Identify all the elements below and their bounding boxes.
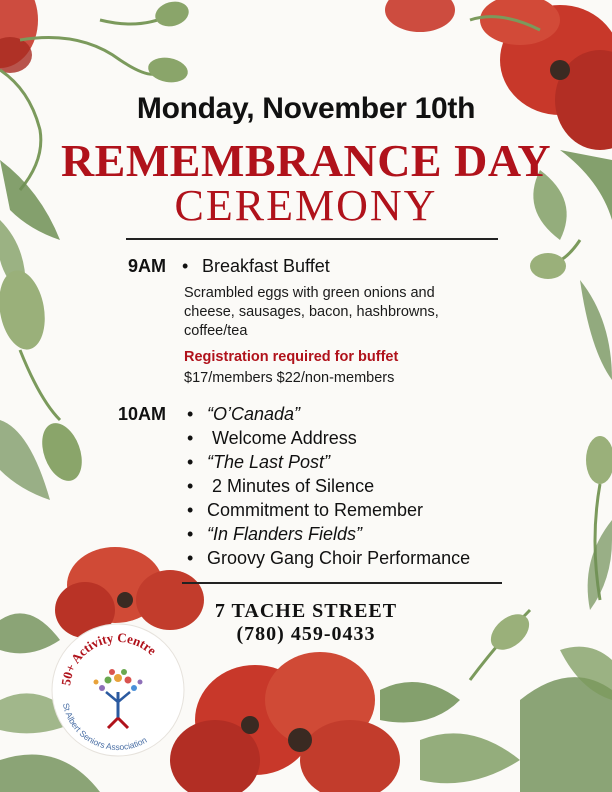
breakfast-description: Scrambled eggs with green onions and cheese, sausages, bacon, hashbrowns, coffee/tea	[184, 285, 439, 339]
bullet-icon: •	[182, 256, 189, 276]
ceremony-item-label: 2 Minutes of Silence	[207, 476, 375, 496]
event-date: Monday, November 10th	[136, 92, 476, 125]
bullet-icon: •	[187, 476, 194, 496]
breakfast-time: 9AM	[128, 256, 167, 276]
venue-phone: (780) 459-0433	[236, 623, 376, 645]
bullet-icon: •	[187, 524, 194, 544]
bottom-divider	[182, 582, 502, 584]
poppy-flower-icon	[170, 652, 400, 792]
breakfast-item-label: Breakfast Buffet	[202, 256, 330, 276]
poppy-flower-icon	[385, 0, 612, 150]
logo-prefix: 50+	[58, 661, 79, 687]
venue-address: 7 TACHE STREET	[214, 600, 398, 622]
ceremony-time: 10AM	[118, 404, 167, 424]
ceremony-item	[187, 524, 362, 545]
event-title: REMEMBRANCE DAY	[60, 135, 552, 186]
activity-centre-logo	[48, 620, 188, 760]
ceremony-item-label: Groovy Gang Choir Performance	[207, 548, 471, 568]
bullet-icon: •	[187, 404, 194, 424]
ceremony-item-label: Commitment to Remember	[207, 500, 424, 520]
bullet-icon: •	[187, 428, 194, 448]
breakfast-item	[182, 256, 330, 277]
event-subtitle: CEREMONY	[174, 181, 438, 230]
ceremony-item-label: “In Flanders Fields”	[207, 524, 363, 544]
ceremony-item	[187, 548, 470, 569]
ceremony-item	[187, 428, 357, 449]
breakfast-prices: $17/members $22/non-members	[184, 370, 395, 386]
bullet-icon: •	[187, 500, 194, 520]
ceremony-item-label: “The Last Post”	[207, 452, 331, 472]
ceremony-item	[187, 476, 374, 497]
registration-note: Registration required for buffet	[184, 349, 399, 365]
top-divider	[126, 238, 498, 240]
ceremony-item-label: “O’Canada”	[207, 404, 301, 424]
ceremony-item	[187, 500, 423, 521]
ceremony-item	[187, 404, 300, 425]
bullet-icon: •	[187, 452, 194, 472]
bullet-icon: •	[187, 548, 194, 568]
poppy-flower-icon	[0, 0, 38, 73]
ceremony-item	[187, 452, 330, 473]
ceremony-item-label: Welcome Address	[207, 428, 357, 448]
logo-tagline: St Albert Seniors Association	[60, 702, 149, 753]
logo-name: Activity Centre	[67, 629, 160, 667]
